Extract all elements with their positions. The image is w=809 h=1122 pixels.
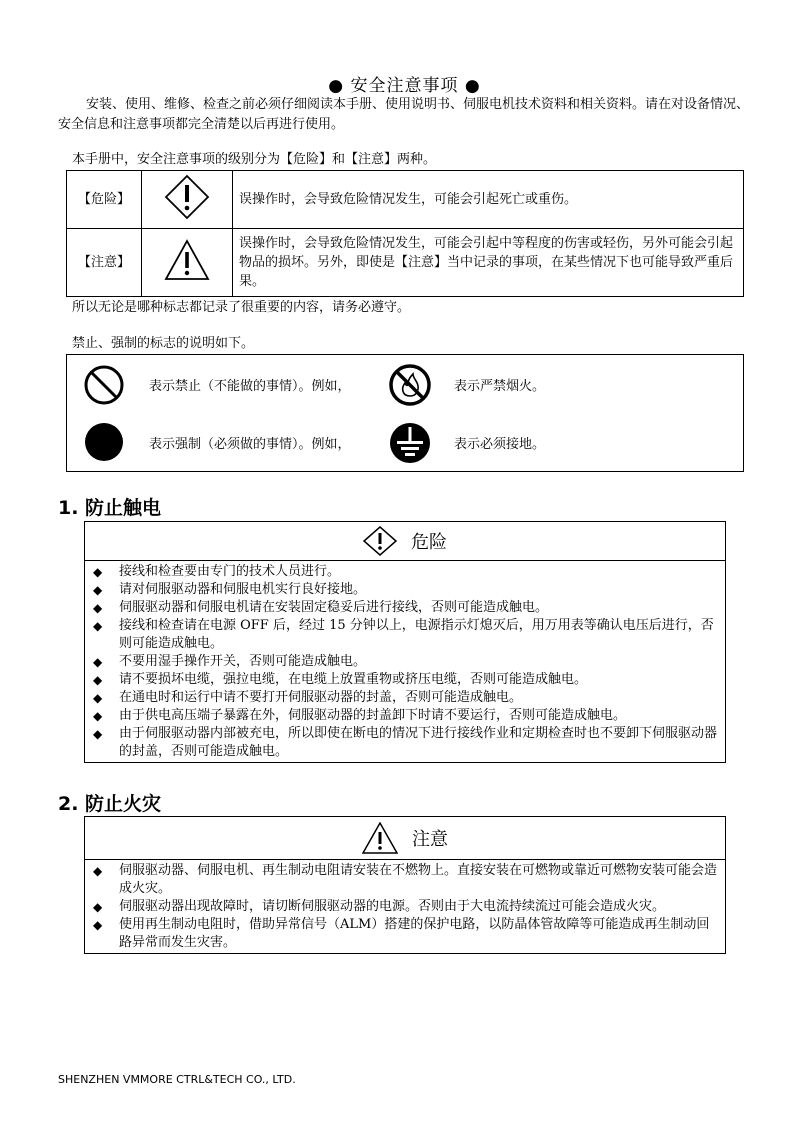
bullet-icon: ◆ <box>93 565 103 579</box>
mandatory-text: 表示强制（必须做的事情）。例如， <box>149 437 351 452</box>
bullet-icon: ◆ <box>93 655 103 669</box>
ground-icon <box>388 421 432 465</box>
no-fire-icon <box>388 363 432 407</box>
level-row-caution <box>67 229 744 297</box>
bullet-icon: ◆ <box>93 583 103 597</box>
levels-note: 所以无论是哪种标志都记录了很重要的内容，请务必遵守。 <box>72 300 411 315</box>
danger-list <box>85 561 725 762</box>
list-item-text: 使用再生制动电阻时，借助异常信号（ALM）搭建的保护电路，以防晶体管故障等可能造成再生制动回路异常而发生灾害。 <box>119 917 710 950</box>
list-item-text: 请不要损坏电缆，强拉电缆，在电缆上放置重物或挤压电缆，否则可能造成触电。 <box>119 672 588 687</box>
list-item-text: 接线和检查要由专门的技术人员进行。 <box>119 564 341 579</box>
list-item <box>93 599 719 617</box>
section-2-heading: 2. 防止火灾 <box>58 793 162 815</box>
danger-box <box>84 521 726 763</box>
list-item-text: 伺服驱动器和伺服电机请在安装固定稳妥后进行接线，否则可能造成触电。 <box>119 600 549 615</box>
danger-box-title: 危险 <box>411 532 447 553</box>
list-item-text: 伺服驱动器、伺服电机、再生制动电阻请安装在不燃物上。直接安装在可燃物或靠近可燃物安装可能会造成火灾。 <box>119 863 718 896</box>
levels-table <box>66 170 744 297</box>
list-item-text: 请对伺服驱动器和伺服电机实行良好接地。 <box>119 582 367 597</box>
caution-box <box>84 816 726 954</box>
bullet-icon: ◆ <box>93 709 103 723</box>
signs-box <box>66 354 744 472</box>
list-item-text: 不要用湿手操作开关，否则可能造成触电。 <box>119 654 367 669</box>
list-item <box>93 725 719 761</box>
list-item <box>93 898 719 916</box>
list-item <box>93 689 719 707</box>
bullet-icon: ◆ <box>93 619 103 633</box>
level-text: 误操作时，会导致危险情况发生，可能会引起中等程度的伤害或轻伤，另外可能会引起物品的损坏。另外，即使是【注意】当中记录的事项，在某些情况下也可能导致严重后果。 <box>233 229 744 297</box>
bullet-icon: ◆ <box>93 727 103 741</box>
ground-text: 表示必须接地。 <box>454 437 546 452</box>
list-item <box>93 617 719 653</box>
page-title: ● 安全注意事项 ● <box>328 76 481 96</box>
section-1-heading: 1. 防止触电 <box>58 497 162 519</box>
list-item <box>93 707 719 725</box>
bullet-icon: ◆ <box>93 673 103 687</box>
list-item-text: 接线和检查请在电源 OFF 后，经过 15 分钟以上，电源指示灯熄灭后，用万用表等确认电压后进行，否则可能造成触电。 <box>119 618 714 651</box>
bullet-icon: ◆ <box>93 601 103 615</box>
caution-triangle-icon <box>164 239 210 281</box>
prohibit-icon <box>83 364 125 406</box>
mandatory-icon <box>83 421 125 463</box>
footer-company: SHENZHEN VMMORE CTRL&TECH CO., LTD. <box>58 1073 296 1086</box>
caution-box-title: 注意 <box>412 829 448 850</box>
caution-box-header <box>85 817 725 860</box>
list-item <box>93 862 719 898</box>
bullet-icon: ◆ <box>93 864 103 878</box>
level-label: 【注意】 <box>67 229 142 297</box>
list-item <box>93 671 719 689</box>
intro-paragraph: 安装、使用、维修、检查之前必须仔细阅读本手册、使用说明书、伺服电机技术资料和相关资料。请在对设备情况、安全信息和注意事项都完全清楚以后再进行使用。 <box>58 97 750 132</box>
list-item-text: 由于伺服驱动器内部被充电，所以即使在断电的情况下进行接线作业和定期检查时也不要卸下伺服驱动器的封盖，否则可能造成触电。 <box>119 726 718 759</box>
list-item <box>93 916 719 952</box>
danger-box-header <box>85 522 725 561</box>
list-item-text: 由于供电高压端子暴露在外，伺服驱动器的封盖卸下时请不要运行，否则可能造成触电。 <box>119 708 627 723</box>
list-item-text: 在通电时和运行中请不要打开伺服驱动器的封盖，否则可能造成触电。 <box>119 690 523 705</box>
list-item <box>93 581 719 599</box>
level-label: 【危险】 <box>67 171 142 229</box>
list-item <box>93 653 719 671</box>
caution-triangle-icon <box>362 822 398 854</box>
bullet-icon: ◆ <box>93 691 103 705</box>
level-row-danger <box>67 171 744 229</box>
levels-intro: 本手册中，安全注意事项的级别分为【危险】和【注意】两种。 <box>72 152 437 167</box>
level-text: 误操作时，会导致危险情况发生，可能会引起死亡或重伤。 <box>233 171 744 229</box>
prohibit-text: 表示禁止（不能做的事情）。例如， <box>149 379 351 394</box>
list-item-text: 伺服驱动器出现故障时，请切断伺服驱动器的电源。否则由于大电流持续流过可能会造成火灾。 <box>119 899 666 914</box>
bullet-icon: ◆ <box>93 900 103 914</box>
signs-intro: 禁止、强制的标志的说明如下。 <box>72 336 255 351</box>
caution-list <box>85 860 725 953</box>
list-item <box>93 563 719 581</box>
no-fire-text: 表示严禁烟火。 <box>454 379 546 394</box>
danger-diamond-icon <box>164 174 210 220</box>
bullet-icon: ◆ <box>93 918 103 932</box>
danger-diamond-icon <box>363 526 397 556</box>
